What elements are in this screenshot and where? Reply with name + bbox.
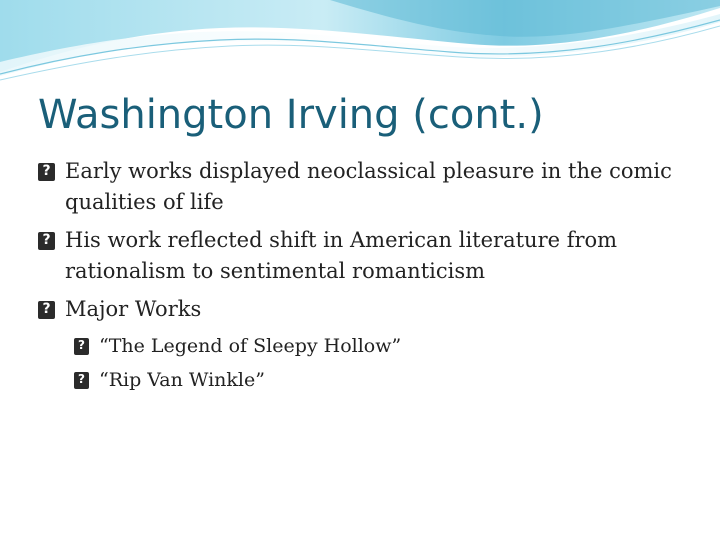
header-wave-decoration xyxy=(0,0,720,90)
unknown-character-icon xyxy=(74,372,89,389)
bullet-text: His work reflected shift in American literature from rationalism to sentimental romanticism xyxy=(65,228,618,283)
bullet-text: Early works displayed neoclassical pleasure in the comic qualities of life xyxy=(65,159,672,214)
bullet-item xyxy=(38,225,698,287)
sub-bullet-item xyxy=(74,366,698,394)
unknown-character-icon xyxy=(38,163,55,181)
sub-bullet-text: “Rip Van Winkle” xyxy=(99,369,265,391)
unknown-character-icon xyxy=(38,232,55,250)
bullet-text: Major Works xyxy=(65,297,202,321)
bullet-item xyxy=(38,294,698,325)
bullet-list xyxy=(38,156,698,400)
sub-bullet-text: “The Legend of Sleepy Hollow” xyxy=(99,335,402,357)
unknown-character-icon xyxy=(74,338,89,355)
bullet-item xyxy=(38,156,698,218)
slide-title: Washington Irving (cont.) xyxy=(38,92,544,138)
unknown-character-icon xyxy=(38,301,55,319)
sub-bullet-item xyxy=(74,332,698,360)
